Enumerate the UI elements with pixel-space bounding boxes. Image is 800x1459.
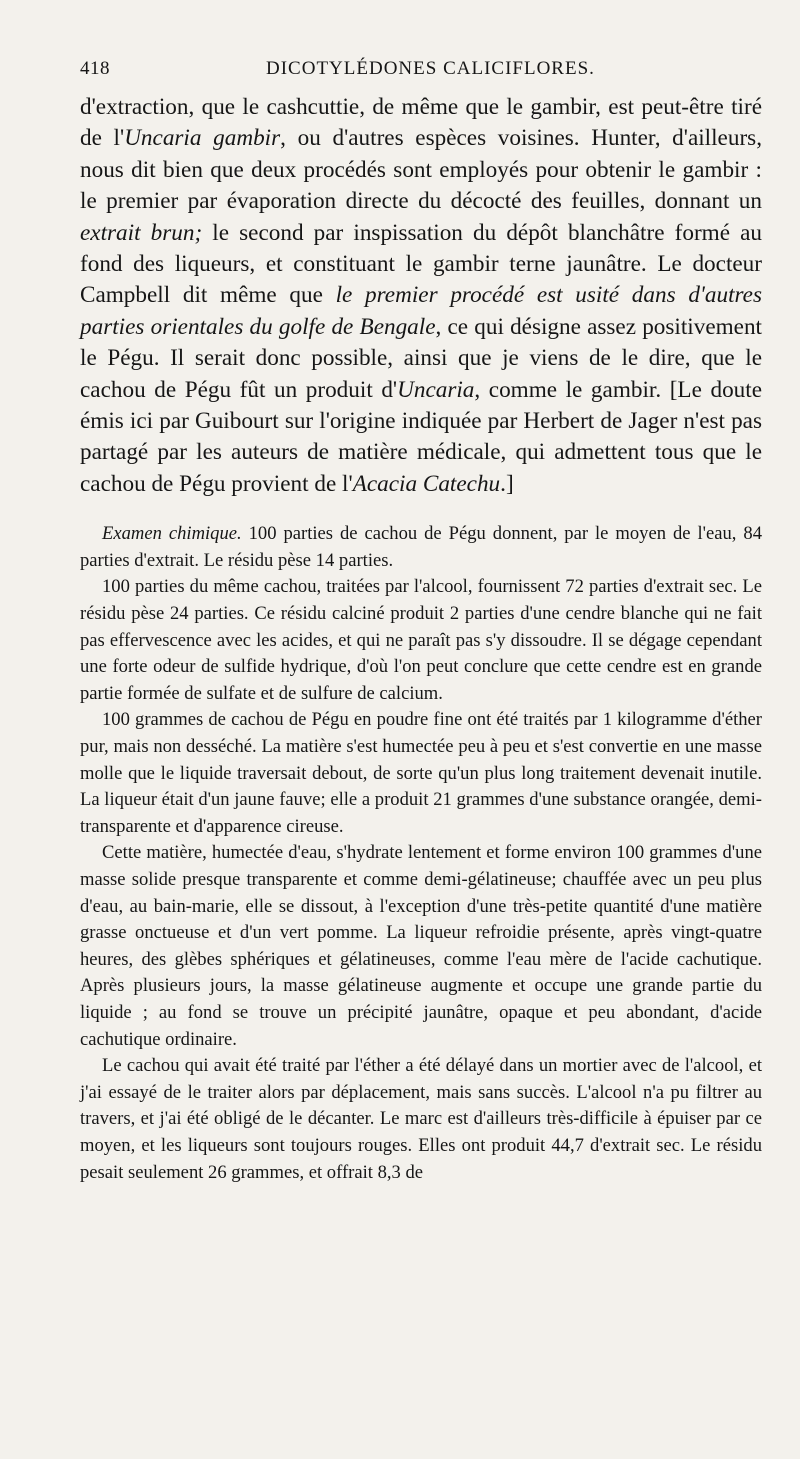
para1-text-4: , ce qui désigne assez positivement le Pégu. Il serait donc possible, ainsi que je viens de le dire, que le cachou de Pégu fût un produit d' <box>80 313 762 403</box>
para1-text-3: le second par inspissation du dépôt blanchâtre formé au fond des liqueurs, et constituant le gambir terne jaunâtre. Le docteur Campbell dit même que <box>80 219 762 309</box>
para1-text-6: .] <box>500 470 514 497</box>
paragraph-ether-treatment: 100 grammes de cachou de Pégu en poudre fine ont été traités par 1 kilogramme d'éther pur, mais non desséché. La matière s'est humectée peu à peu et s'est convertie en une masse molle que le liquide traversait debout, de sorte qu'un plus long traitement devenait inutile. La liqueur était d'un jaune fauve; elle a produit 21 grammes d'une substance orangée, demi-transparente et d'apparence cireuse. <box>80 709 762 837</box>
paragraph-hydration: Cette matière, humectée d'eau, s'hydrate lentement et forme environ 100 grammes d'une masse solide presque transparente et comme demi-gélatineuse; chauffée avec un peu plus d'eau, au bain-marie, elle se dissout, à l'exception d'une très-petite quantité d'une matière grasse onctueuse et d'un vert pomme. La liqueur refroidie présente, après vingt-quatre heures, des glèbes sphériques et gélatineuses, comme l'eau mère de l'acide cachutique. Après plusieurs jours, la masse gélatineuse augmente et occupe une grande partie du liquide ; au fond se trouve un précipité jaunâtre, opaque et peu abondant, d'acide cachutique ordinaire. <box>80 842 762 1050</box>
para1-text-1: d'extraction, que le cashcuttie, de même que le gambir, est peut-être tiré de l' <box>80 94 762 152</box>
para1-italic-campbell-quote: le premier procédé est usité dans d'autres parties orientales du golfe de Bengale <box>80 282 762 340</box>
para1-text-5: , comme le gambir. [Le doute émis ici par Guibourt sur l'origine indiquée par Herbert de Jager n'est pas partagé par les auteurs de matière médicale, qui admettent tous que le cachou de Pégu provient de l' <box>80 376 762 497</box>
paragraph-examen-chimique <box>80 521 762 574</box>
page-number: 418 <box>80 58 110 79</box>
para1-text-2: , ou d'autres espèces voisines. Hunter, d'ailleurs, nous dit bien que deux procédés sont employés pour obtenir le gambir : le premier par évaporation directe du décocté des feuilles, donnant un <box>80 125 762 215</box>
running-header <box>70 58 762 92</box>
paragraph-alcohol-extraction: Le cachou qui avait été traité par l'éther a été délayé dans un mortier avec de l'alcool, et j'ai essayé de le traiter alors par déplacement, mais sans succès. L'alcool n'a pu filtrer au travers, et j'ai été obligé de le décanter. Le marc est d'ailleurs très-difficile à épuiser par ce moyen, et les liqueurs sont toujours rouges. Elles ont produit 44,7 d'extrait sec. Le résidu pesait seulement 26 grammes, et offrait 8,3 de <box>80 1055 762 1183</box>
para1-italic-extrait-brun: extrait brun; <box>80 219 203 246</box>
para1-italic-acacia-catechu: Acacia Catechu <box>352 470 501 497</box>
section-p1-text: 100 parties de cachou de Pégu donnent, par le moyen de l'eau, 84 parties d'extrait. Le résidu pèse 14 parties. <box>80 523 762 571</box>
para1-italic-uncaria-gambir: Uncaria gambir <box>124 125 281 152</box>
paragraph-uncaria-origin <box>80 92 762 500</box>
para1-italic-uncaria: Uncaria <box>397 376 475 403</box>
section-label: Examen chimique. <box>102 523 242 545</box>
paragraph-alcool-treatment: 100 parties du même cachou, traitées par l'alcool, fournissent 72 parties d'extrait sec. Le résidu pèse 24 parties. Ce résidu calciné produit 2 parties d'une cendre blanche qui ne fait pas effervescence avec les acides, et qui ne paraît pas s'y dissoudre. Il se dégage cependant une forte odeur de sulfide hydrique, d'où l'on peut conclure que cette cendre est en grande partie formée de sulfate et de sulfure de calcium. <box>80 576 762 704</box>
running-title: DICOTYLÉDONES CALICIFLORES. <box>266 58 595 79</box>
